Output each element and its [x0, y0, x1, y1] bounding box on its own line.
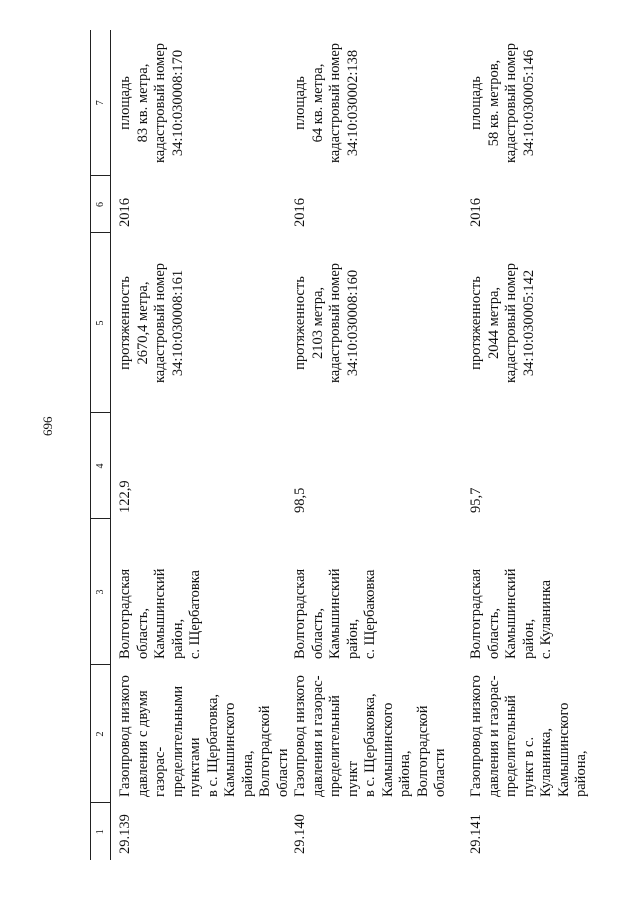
year-cell: 2016: [117, 198, 133, 227]
location-line: район,: [169, 618, 186, 659]
row-number: 29.140: [292, 814, 308, 854]
object-name-line: пунктами: [187, 737, 203, 797]
extent-line: протяженность: [292, 276, 308, 370]
area-line: 83 кв. метра,: [134, 63, 151, 143]
area-cell: [111, 30, 293, 176]
area-line: 58 кв. метров,: [485, 59, 502, 147]
table-row: [292, 30, 468, 860]
extent-line: кадастровый номер: [152, 262, 168, 384]
area-cell: [468, 30, 591, 176]
object-name-line: давления и газорас-: [309, 675, 326, 797]
value-cell: 95,7: [468, 487, 484, 513]
object-name-line: Волгоградской: [414, 705, 431, 797]
table-row: [111, 30, 293, 860]
extent-line: 34:10:030008:160: [344, 269, 361, 377]
object-name-line: пределительный: [503, 695, 519, 797]
area-line: 34:10:030002:138: [344, 49, 361, 157]
object-name-line: в с. Щербатовка,: [204, 693, 221, 797]
location-line: район,: [520, 618, 537, 659]
area-line: площадь: [117, 76, 133, 130]
object-name-line: района,: [573, 750, 589, 797]
extent-line: 34:10:030008:161: [169, 269, 186, 377]
rotated-table-sheet: [90, 30, 589, 860]
location-line: область,: [134, 608, 151, 659]
area-line: 34:10:030008:170: [169, 49, 186, 157]
page-number: 696: [40, 416, 55, 436]
location-line: Камышинский: [503, 568, 519, 659]
object-name-line: давления и газорас-: [485, 675, 502, 797]
location-line: Волгоградская: [117, 568, 133, 659]
object-name-line: в с. Щербаковка,: [362, 693, 378, 797]
location-line: с. Щербаковка: [362, 569, 378, 659]
year-cell: 2016: [468, 198, 484, 227]
extent-line: протяженность: [468, 276, 484, 370]
object-name-line: Волгоградской: [257, 705, 273, 797]
location-cell: [468, 519, 591, 665]
column-header-4: 4: [91, 413, 111, 519]
object-name-line: пределительный: [327, 695, 343, 797]
area-line: площадь: [468, 76, 484, 130]
extent-line: 34:10:030005:142: [520, 269, 537, 377]
location-line: с. Щербатовка: [187, 570, 203, 659]
object-name-cell: [468, 665, 591, 803]
location-cell: [292, 519, 468, 665]
area-cell: [292, 30, 468, 176]
object-name-line: Камышинского: [222, 702, 238, 797]
column-header-2: 2: [91, 665, 111, 803]
location-line: Камышинский: [152, 568, 168, 659]
area-line: площадь: [292, 76, 308, 130]
column-header-3: 3: [91, 519, 111, 665]
object-name-line: пункт в с. Куланинка,: [520, 727, 554, 797]
location-line: Волгоградская: [468, 568, 484, 659]
extent-line: кадастровый номер: [503, 262, 519, 384]
object-name-line: Газопровод низкого: [117, 675, 133, 797]
column-number-header-row: [91, 30, 111, 860]
location-line: район,: [344, 618, 361, 659]
extent-line: кадастровый номер: [327, 262, 343, 384]
value-cell: 98,5: [292, 487, 308, 513]
object-name-cell: [292, 665, 468, 803]
registry-table: [90, 30, 591, 860]
object-name-cell: [111, 665, 293, 803]
area-line: 64 кв. метра,: [309, 63, 326, 143]
extent-cell: [468, 233, 591, 413]
object-name-line: Камышинского: [555, 702, 572, 797]
location-line: область,: [485, 608, 502, 659]
object-name-line: района,: [239, 750, 256, 797]
location-line: с. Куланинка: [538, 579, 554, 659]
column-header-5: 5: [91, 233, 111, 413]
object-name-line: давления с двумя: [134, 690, 151, 797]
object-name-line: области: [274, 748, 291, 797]
area-line: 34:10:030005:146: [520, 49, 537, 157]
extent-line: 2670,4 метра,: [134, 281, 151, 365]
area-line: кадастровый номер: [152, 42, 168, 164]
area-line: кадастровый номер: [503, 42, 519, 164]
extent-line: протяженность: [117, 276, 133, 370]
table-row: [468, 30, 591, 860]
location-line: Камышинский: [327, 568, 343, 659]
location-line: Волгоградская: [292, 568, 308, 659]
row-number: 29.139: [117, 814, 133, 854]
extent-cell: [111, 233, 293, 413]
extent-line: 2044 метра,: [485, 286, 502, 360]
extent-cell: [292, 233, 468, 413]
object-name-line: области: [432, 748, 448, 797]
year-cell: 2016: [292, 198, 308, 227]
row-number: 29.141: [468, 814, 484, 854]
location-cell: [111, 519, 293, 665]
object-name-line: газорас-: [152, 746, 168, 797]
area-line: кадастровый номер: [327, 42, 343, 164]
column-header-7: 7: [91, 30, 111, 176]
value-cell: 122,9: [117, 480, 133, 513]
column-header-6: 6: [91, 176, 111, 233]
object-name-line: пределительными: [169, 685, 186, 797]
object-name-line: Газопровод низкого: [292, 675, 308, 797]
object-name-line: Газопровод низкого: [468, 675, 484, 797]
location-line: область,: [309, 608, 326, 659]
object-name-line: района,: [397, 750, 413, 797]
column-header-1: 1: [91, 803, 111, 860]
object-name-line: Камышинского: [379, 702, 396, 797]
extent-line: 2103 метра,: [309, 286, 326, 360]
object-name-line: пункт: [344, 761, 361, 797]
